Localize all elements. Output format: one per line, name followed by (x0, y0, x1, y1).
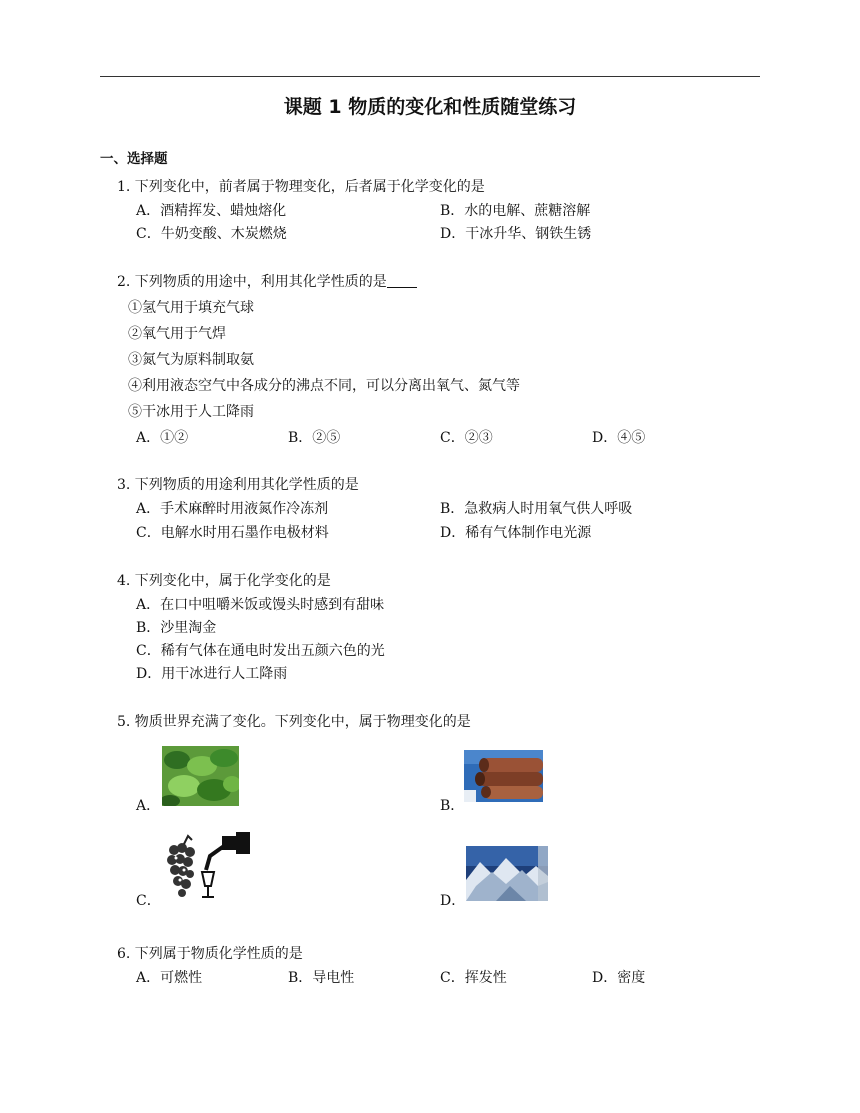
q5-option-d[interactable]: D． (440, 893, 466, 909)
question-4-stem: 4. 下列变化中，属于化学变化的是 (117, 573, 331, 589)
q1-option-a[interactable]: A．酒精挥发、蜡烛熔化 (136, 203, 287, 219)
question-2-stem (117, 271, 417, 291)
q4-option-b[interactable]: B．沙里淘金 (136, 620, 217, 636)
q5-option-a[interactable]: A． (136, 798, 161, 814)
grapes-wine-image (162, 830, 252, 902)
q5-option-c[interactable]: C． (136, 893, 161, 909)
q1-option-c[interactable]: C．牛奶变酸、木炭燃烧 (136, 226, 287, 242)
q3-option-c[interactable]: C．电解水时用石墨作电极材料 (136, 525, 329, 541)
q4-option-a[interactable]: A．在口中咀嚼米饭或馒头时感到有甜味 (136, 597, 385, 613)
question-1-stem: 1. 下列变化中，前者属于物理变化，后者属于化学变化的是 (117, 179, 485, 195)
page-title: 课题 1 物质的变化和性质随堂练习 (283, 96, 577, 118)
q2-option-a[interactable]: A．①② (136, 430, 189, 446)
q2-option-d[interactable]: D．④⑤ (592, 430, 646, 446)
q1-option-b[interactable]: B．水的电解、蔗糖溶解 (440, 203, 591, 219)
q2-item-1: ①氢气用于填充气球 (128, 300, 254, 316)
question-3-stem: 3. 下列物质的用途利用其化学性质的是 (117, 477, 359, 493)
question-5-stem: 5. 物质世界充满了变化。下列变化中，属于物理变化的是 (117, 714, 471, 730)
q3-option-d[interactable]: D．稀有气体制作电光源 (440, 525, 592, 541)
answer-blank (387, 273, 417, 288)
q6-option-d[interactable]: D．密度 (592, 970, 646, 986)
q1-option-d[interactable]: D．干冰升华、钢铁生锈 (440, 226, 592, 242)
q5-option-b[interactable]: B． (440, 798, 465, 814)
q6-option-b[interactable]: B．导电性 (288, 970, 355, 986)
rusty-pipes-image (464, 750, 543, 802)
q6-option-c[interactable]: C．挥发性 (440, 970, 507, 986)
question-6-stem: 6. 下列属于物质化学性质的是 (117, 946, 303, 962)
q2-option-c[interactable]: C．②③ (440, 430, 493, 446)
snowy-mountain-image (466, 846, 548, 901)
q3-option-a[interactable]: A．手术麻醉时用液氮作冷冻剂 (136, 501, 329, 517)
q2-option-b[interactable]: B．②⑤ (288, 430, 341, 446)
q4-option-c[interactable]: C．稀有气体在通电时发出五颜六色的光 (136, 643, 385, 659)
q2-item-4: ④利用液态空气中各成分的沸点不同，可以分离出氧气、氮气等 (128, 378, 520, 394)
top-rule (100, 76, 760, 77)
green-leaves-image (162, 746, 239, 806)
section-heading: 一、选择题 (100, 151, 168, 167)
q4-option-d[interactable]: D．用干冰进行人工降雨 (136, 666, 288, 682)
q6-option-a[interactable]: A．可燃性 (136, 970, 203, 986)
q3-option-b[interactable]: B．急救病人时用氧气供人呼吸 (440, 501, 633, 517)
q2-item-3: ③氮气为原料制取氨 (128, 352, 254, 368)
q2-item-5: ⑤干冰用于人工降雨 (128, 404, 254, 420)
q2-item-2: ②氧气用于气焊 (128, 326, 226, 342)
question-2-text: 2. 下列物质的用途中，利用其化学性质的是 (117, 274, 387, 290)
